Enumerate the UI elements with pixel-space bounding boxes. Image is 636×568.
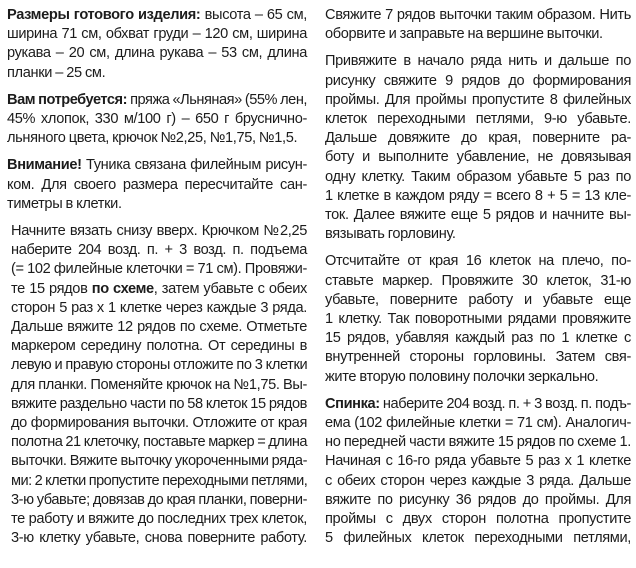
back-line-8: 5 филейных клеток переходными петлями, xyxy=(325,530,631,547)
p2-line-3: проймы. Для проймы пропустите 8 филейных xyxy=(325,91,631,108)
instr-line-4-post: , затем убавьте с обеих xyxy=(153,280,308,297)
instructions-paragraph xyxy=(7,222,307,548)
back-line-7: проймы с двух сторон полотна пропустите xyxy=(325,511,631,528)
instr-line-10: вяжите раздельно части по 58 клеток 15 рядов xyxy=(11,395,307,412)
materials-heading: Вам потребуется: xyxy=(7,91,127,108)
sizes-line-1 xyxy=(7,6,307,25)
materials-text-1: пряжа «Льняная» (55% лен, xyxy=(127,91,308,108)
p2-line-5: Дальше довяжите до края, поверните ра- xyxy=(325,130,631,147)
back-line-5: с обеих сторон через каждые 3 ряда. Дальше xyxy=(325,472,631,489)
dart-finish-paragraph xyxy=(325,6,631,44)
p3-line-3: убавьте, поверните работу и убавьте еще xyxy=(325,291,631,308)
instr-line-2: наберите 204 возд. п. + 3 возд. п. подъема xyxy=(11,242,307,259)
instr-line-3: (= 102 филейные клеточки = 71 см). Провяжи- xyxy=(11,261,307,278)
materials-line-2: 45% хлопок, 330 м/100 г) – 650 г бруснично- xyxy=(7,111,307,128)
attention-text-1: Туника связана филейным рисун- xyxy=(81,157,307,174)
scheme-reference: по схеме xyxy=(91,280,154,297)
back-heading: Спинка: xyxy=(325,395,380,412)
p1-line-2: оборвите и заправьте на вершине выточки. xyxy=(325,26,603,43)
p2-line-6: боту и выполните убавление, не довязывая xyxy=(325,149,631,166)
left-column xyxy=(7,6,307,556)
back-line-3: но передней части вяжите 15 рядов по схеме 1. xyxy=(325,434,631,451)
back-line-6: вяжите по рисунку 36 рядов до проймы. Для xyxy=(325,491,631,508)
p3-line-4: 1 клетку. Так поворотными рядами провяжите xyxy=(325,311,631,328)
instr-line-1: Начните вязать снизу вверх. Крючком №2,25 xyxy=(11,223,307,240)
instr-line-7: маркером середину полотна. От середины в xyxy=(11,338,307,355)
right-column xyxy=(325,6,631,556)
instr-line-12: полотна 21 клеточку, поставьте маркер = длина xyxy=(11,434,307,451)
p3-line-5: 15 рядов, убавляя каждый раз по 1 клетке с xyxy=(325,330,631,347)
attention-paragraph xyxy=(7,156,307,214)
p2-line-8: 1 клетке в каждом ряду = всего 8 + 5 = 13 кле- xyxy=(325,187,631,204)
materials-line-1 xyxy=(7,91,307,110)
sizes-text-1: высота – 65 см, xyxy=(200,7,307,23)
p2-line-1: Привяжите в начало ряда нить и дальше по xyxy=(325,53,631,70)
sizes-line-4: планки – 25 см. xyxy=(7,64,106,81)
instr-line-5: сторон 5 раз х 1 клетке через каждые 3 ряда. xyxy=(11,299,307,316)
p2-line-10: вязывать горловину. xyxy=(325,226,456,243)
neckline-paragraph xyxy=(325,252,631,386)
p3-line-2: ставьте маркер. Провяжите 30 клеток, 31-ю xyxy=(325,272,631,289)
sizes-paragraph xyxy=(7,6,307,83)
instr-line-4 xyxy=(7,280,307,299)
instr-line-14: ми: 2 клетки пропустите переходными петлями, xyxy=(11,472,308,489)
p3-line-7: жите вторую половину полочки зеркально. xyxy=(325,368,599,385)
p2-line-2: рисунку свяжите 9 рядов до формирования xyxy=(325,72,631,89)
sizes-line-3: рукава – 20 см, длина рукава – 53 см, длина xyxy=(7,45,307,62)
instr-line-13: выточки. Вяжите выточку укороченными ряда- xyxy=(11,453,308,470)
attention-line-3: тиметры в клетки. xyxy=(7,195,122,212)
back-paragraph xyxy=(325,395,631,549)
instr-line-17: 3-ю клетку убавьте, снова поверните работу. xyxy=(11,530,307,547)
attention-line-2: ком. Для своего размера пересчитайте сан- xyxy=(7,176,307,193)
sizes-line-2: ширина 71 см, обхват груди – 120 см, ширина xyxy=(7,26,307,43)
instr-line-15: 3-ю убавьте; довязав до края планки, поверни- xyxy=(11,491,307,508)
back-line-4: Начиная с 16-го ряда убавьте 5 раз х 1 клетке xyxy=(325,453,631,470)
p2-line-9: ток. Далее вяжите еще 5 рядов и начните вы- xyxy=(325,207,631,224)
instr-line-8: левую и правую стороны отложите по 3 клетки xyxy=(11,357,308,374)
p2-line-7: одну клетку. Таким образом убавьте 5 раз по xyxy=(325,168,631,185)
attention-line-1 xyxy=(7,156,307,175)
p3-line-6: внутренней стороны горловины. Затем свя- xyxy=(325,349,631,366)
materials-paragraph xyxy=(7,91,307,149)
materials-line-3: льняного цвета, крючок №2,25, №1,75, №1,5. xyxy=(7,130,298,147)
sizes-heading: Размеры готового изделия: xyxy=(7,7,201,23)
attention-heading: Внимание! xyxy=(7,157,82,174)
back-text-1: наберите 204 возд. п. + 3 возд. п. подъ- xyxy=(379,395,631,412)
back-line-2: ема (102 филейные клетки = 71 см). Аналогич- xyxy=(325,415,631,432)
armhole-paragraph xyxy=(325,52,631,244)
p1-line-1: Свяжите 7 рядов выточки таким образом. Нить xyxy=(325,7,631,23)
back-line-1 xyxy=(325,395,631,414)
p2-line-4: клеток переходными петлями, 9-ю убавьте. xyxy=(325,111,631,128)
p3-line-1: Отсчитайте от края 16 клеток на плечо, по- xyxy=(325,253,631,270)
instr-line-16: те работу и вяжите до последних трех клеток, xyxy=(11,511,307,528)
instr-line-6: Дальше вяжите 12 рядов по схеме. Отметьте xyxy=(11,319,307,336)
instr-line-9: для планки. Поменяйте крючок на №1,75. Вы- xyxy=(11,376,307,393)
instr-line-4-pre: те 15 рядов xyxy=(11,280,92,297)
instr-line-11: до формирования выточки. Отложите от края xyxy=(11,415,307,432)
